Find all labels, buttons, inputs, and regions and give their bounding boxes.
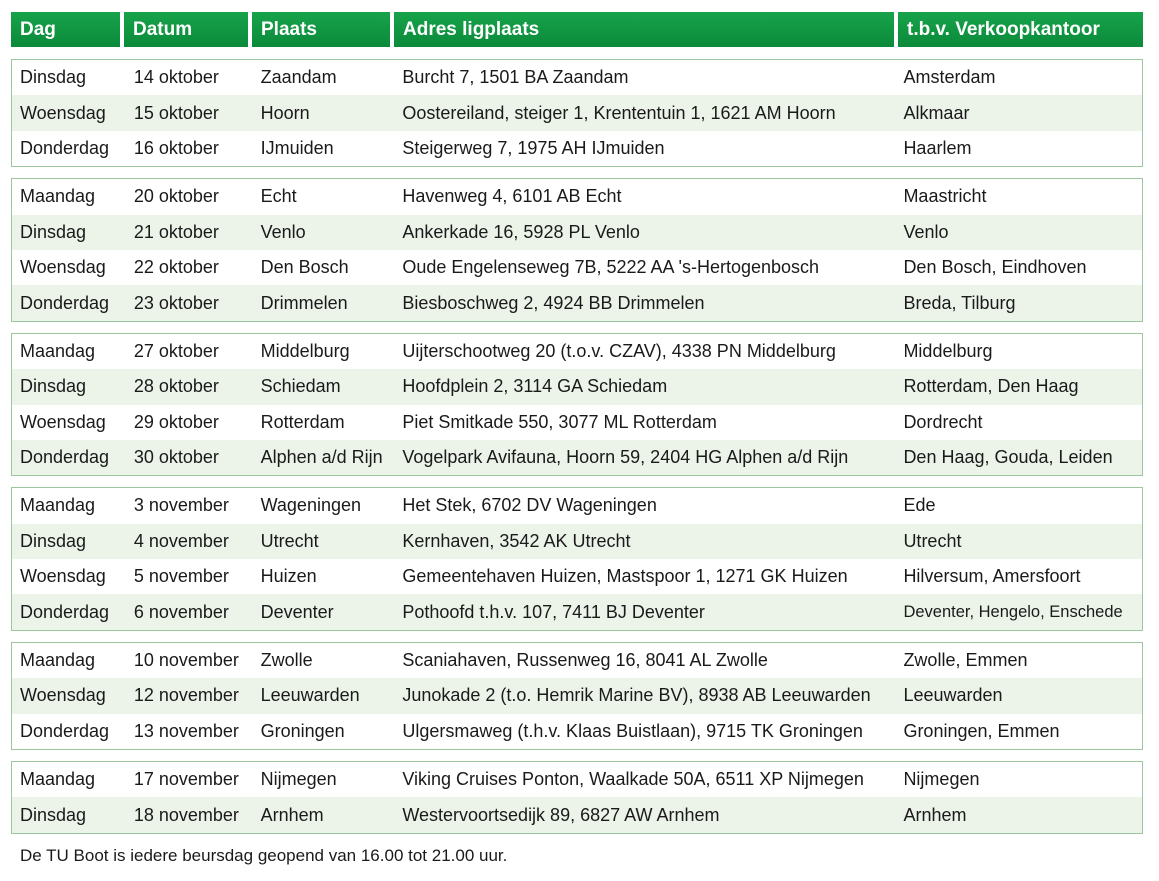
place-cell: Utrecht	[260, 530, 319, 551]
table-row	[12, 179, 1142, 214]
date-cell: 18 november	[133, 804, 239, 825]
table-header	[11, 12, 1143, 47]
day-cell: Dinsdag	[20, 67, 87, 88]
office-cell: Utrecht	[903, 530, 962, 551]
table-row	[12, 762, 1142, 797]
day-cell: Donderdag	[20, 447, 110, 468]
address-cell: Hoofdplein 2, 3114 GA Schiedam	[402, 376, 668, 397]
table-row	[12, 285, 1142, 320]
place-cell: Venlo	[260, 221, 306, 242]
table-row	[12, 488, 1142, 523]
place-cell: Groningen	[260, 720, 345, 741]
row-group	[11, 487, 1143, 631]
table-row	[12, 60, 1142, 95]
date-cell: 12 november	[133, 685, 239, 706]
address-cell: Biesboschweg 2, 4924 BB Drimmelen	[402, 292, 705, 313]
day-cell: Maandag	[20, 769, 96, 790]
date-cell: 20 oktober	[133, 186, 219, 207]
place-cell: Wageningen	[260, 495, 361, 516]
day-cell: Dinsdag	[20, 530, 87, 551]
place-cell: Drimmelen	[260, 292, 348, 313]
header-adres: Adres ligplaats	[394, 12, 894, 47]
day-cell: Woensdag	[20, 102, 106, 123]
day-cell: Donderdag	[20, 137, 110, 158]
office-cell: Deventer, Hengelo, Enschede	[903, 602, 1123, 621]
office-cell: Ede	[903, 495, 936, 516]
date-cell: 14 oktober	[133, 67, 219, 88]
table-row	[12, 250, 1142, 285]
table-row	[12, 797, 1142, 832]
office-cell: Nijmegen	[903, 769, 980, 790]
address-cell: Het Stek, 6702 DV Wageningen	[402, 495, 657, 516]
table-row	[12, 678, 1142, 713]
day-cell: Dinsdag	[20, 804, 87, 825]
table-row	[12, 440, 1142, 475]
schedule-table	[11, 59, 1143, 845]
address-cell: Scaniahaven, Russenweg 16, 8041 AL Zwolle	[402, 650, 768, 671]
footer-note: De TU Boot is iedere beursdag geopend van 16.00 tot 21.00 uur.	[20, 846, 508, 865]
place-cell: Zaandam	[260, 67, 337, 88]
office-cell: Rotterdam, Den Haag	[903, 376, 1079, 397]
address-cell: Gemeentehaven Huizen, Mastspoor 1, 1271 GK Huizen	[402, 566, 848, 587]
place-cell: Nijmegen	[260, 769, 337, 790]
day-cell: Woensdag	[20, 257, 106, 278]
office-cell: Hilversum, Amersfoort	[903, 566, 1081, 587]
address-cell: Oostereiland, steiger 1, Krententuin 1, 1621 AM Hoorn	[402, 102, 836, 123]
header-datum: Datum	[124, 12, 248, 47]
header-verkoopkantoor: t.b.v. Verkoopkantoor	[898, 12, 1143, 47]
table-row	[12, 405, 1142, 440]
date-cell: 21 oktober	[133, 221, 219, 242]
place-cell: IJmuiden	[260, 137, 334, 158]
date-cell: 4 november	[133, 530, 229, 551]
date-cell: 16 oktober	[133, 137, 219, 158]
table-row	[12, 714, 1142, 749]
office-cell: Dordrecht	[903, 411, 983, 432]
place-cell: Deventer	[260, 601, 334, 622]
date-cell: 17 november	[133, 769, 239, 790]
address-cell: Junokade 2 (t.o. Hemrik Marine BV), 8938 AB Leeuwarden	[402, 685, 871, 706]
address-cell: Pothoofd t.h.v. 107, 7411 BJ Deventer	[402, 601, 705, 622]
header-dag: Dag	[11, 12, 120, 47]
office-cell: Venlo	[903, 221, 949, 242]
table-row	[12, 643, 1142, 678]
address-cell: Kernhaven, 3542 AK Utrecht	[402, 530, 631, 551]
address-cell: Ankerkade 16, 5928 PL Venlo	[402, 221, 640, 242]
office-cell: Den Haag, Gouda, Leiden	[903, 447, 1113, 468]
address-cell: Steigerweg 7, 1975 AH IJmuiden	[402, 137, 665, 158]
address-cell: Piet Smitkade 550, 3077 ML Rotterdam	[402, 411, 717, 432]
place-cell: Echt	[260, 186, 297, 207]
place-cell: Arnhem	[260, 804, 324, 825]
office-cell: Amsterdam	[903, 67, 996, 88]
day-cell: Maandag	[20, 495, 96, 516]
row-group	[11, 178, 1143, 322]
day-cell: Woensdag	[20, 566, 106, 587]
date-cell: 23 oktober	[133, 292, 219, 313]
day-cell: Donderdag	[20, 601, 110, 622]
office-cell: Den Bosch, Eindhoven	[903, 257, 1087, 278]
address-cell: Uijterschootweg 20 (t.o.v. CZAV), 4338 PN Middelburg	[402, 340, 836, 361]
address-cell: Viking Cruises Ponton, Waalkade 50A, 6511 XP Nijmegen	[402, 769, 864, 790]
table-row	[12, 215, 1142, 250]
place-cell: Hoorn	[260, 102, 310, 123]
place-cell: Huizen	[260, 566, 317, 587]
date-cell: 27 oktober	[133, 340, 219, 361]
date-cell: 13 november	[133, 720, 239, 741]
place-cell: Middelburg	[260, 340, 350, 361]
place-cell: Zwolle	[260, 650, 313, 671]
date-cell: 15 oktober	[133, 102, 219, 123]
day-cell: Woensdag	[20, 685, 106, 706]
office-cell: Middelburg	[903, 340, 993, 361]
address-cell: Burcht 7, 1501 BA Zaandam	[402, 67, 629, 88]
date-cell: 6 november	[133, 601, 229, 622]
office-cell: Haarlem	[903, 137, 972, 158]
day-cell: Maandag	[20, 186, 96, 207]
date-cell: 30 oktober	[133, 447, 219, 468]
table-row	[12, 131, 1142, 166]
place-cell: Schiedam	[260, 376, 341, 397]
day-cell: Donderdag	[20, 292, 110, 313]
header-plaats: Plaats	[252, 12, 390, 47]
date-cell: 22 oktober	[133, 257, 219, 278]
day-cell: Dinsdag	[20, 376, 87, 397]
row-group	[11, 59, 1143, 167]
day-cell: Maandag	[20, 340, 96, 361]
day-cell: Donderdag	[20, 720, 110, 741]
office-cell: Groningen, Emmen	[903, 720, 1060, 741]
day-cell: Woensdag	[20, 411, 106, 432]
row-group	[11, 642, 1143, 750]
date-cell: 10 november	[133, 650, 239, 671]
table-row	[12, 524, 1142, 559]
office-cell: Maastricht	[903, 186, 987, 207]
place-cell: Leeuwarden	[260, 685, 360, 706]
address-cell: Westervoortsedijk 89, 6827 AW Arnhem	[402, 804, 720, 825]
address-cell: Oude Engelenseweg 7B, 5222 AA 's-Hertogenbosch	[402, 257, 820, 278]
office-cell: Leeuwarden	[903, 685, 1003, 706]
row-group	[11, 761, 1143, 834]
table-row	[12, 369, 1142, 404]
date-cell: 29 oktober	[133, 411, 219, 432]
place-cell: Alphen a/d Rijn	[260, 447, 383, 468]
table-row	[12, 559, 1142, 594]
address-cell: Vogelpark Avifauna, Hoorn 59, 2404 HG Alphen a/d Rijn	[402, 447, 849, 468]
table-row	[12, 594, 1142, 629]
place-cell: Rotterdam	[260, 411, 345, 432]
table-row	[12, 95, 1142, 130]
row-group	[11, 333, 1143, 477]
office-cell: Breda, Tilburg	[903, 292, 1016, 313]
office-cell: Arnhem	[903, 804, 967, 825]
place-cell: Den Bosch	[260, 257, 349, 278]
office-cell: Alkmaar	[903, 102, 970, 123]
day-cell: Dinsdag	[20, 221, 87, 242]
address-cell: Ulgersmaweg (t.h.v. Klaas Buistlaan), 9715 TK Groningen	[402, 720, 863, 741]
office-cell: Zwolle, Emmen	[903, 650, 1028, 671]
date-cell: 5 november	[133, 566, 229, 587]
date-cell: 3 november	[133, 495, 229, 516]
date-cell: 28 oktober	[133, 376, 219, 397]
day-cell: Maandag	[20, 650, 96, 671]
table-row	[12, 334, 1142, 369]
address-cell: Havenweg 4, 6101 AB Echt	[402, 186, 622, 207]
